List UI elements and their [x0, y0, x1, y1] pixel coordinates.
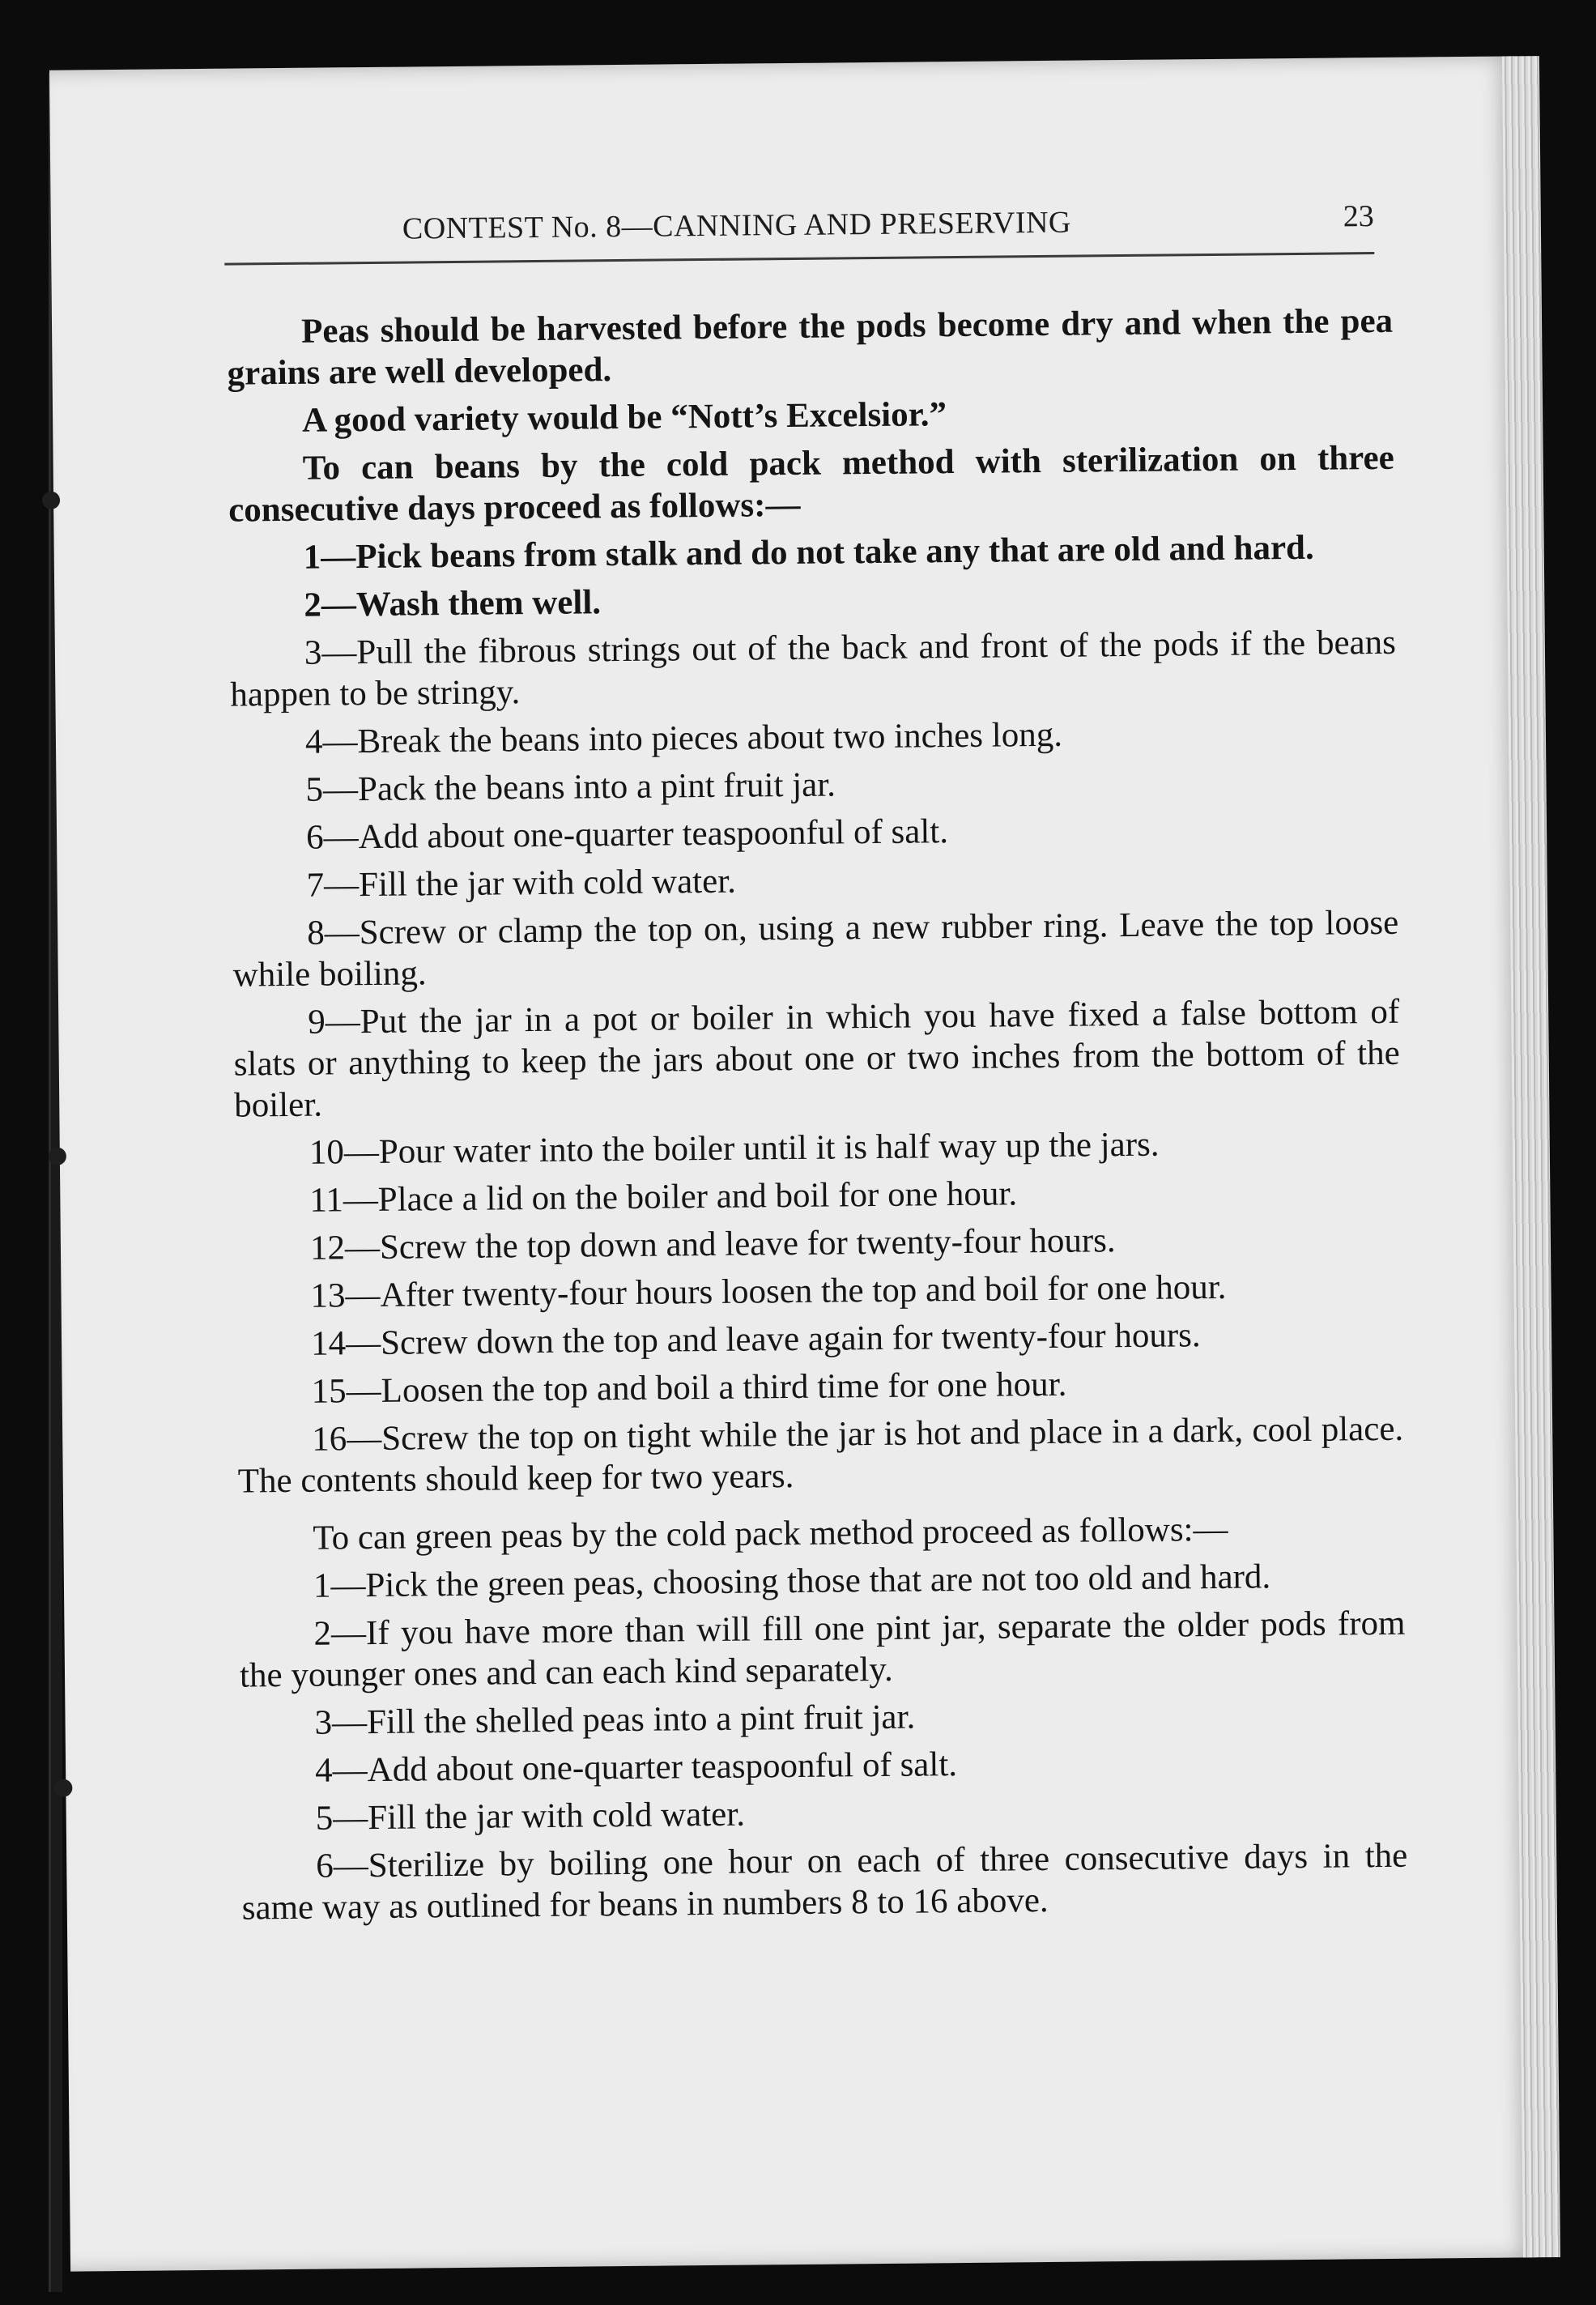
list-item: 16—Screw the top on tight while the jar is hot and place in a dark, cool place. The contents should keep for two years.: [237, 1409, 1404, 1501]
page-stack-edge: [1502, 56, 1560, 2257]
list-item: 6—Add about one-quarter teaspoonful of salt.: [305, 812, 949, 857]
list-item: 15—Loosen the top and boil a third time for one hour.: [311, 1365, 1067, 1411]
list-item: 1—Pick the green peas, choosing those that are not too old and hard.: [313, 1557, 1271, 1605]
paragraph: Peas should be harvested before the pods become dry and when the pea grains are well developed.: [227, 301, 1394, 393]
list-item: 9—Put the jar in a pot or boiler in which you have fixed a false bottom of slats or anything to keep the jars about one or two inches from the bottom of the boiler.: [233, 992, 1400, 1125]
list-item: 4—Add about one-quarter teaspoonful of salt.: [314, 1745, 958, 1790]
list-item: 2—If you have more than will fill one pint jar, separate the older pods from the younger ones and can each kind separately.: [239, 1604, 1406, 1695]
page-body: [227, 300, 1408, 1936]
binding-marks: [49, 56, 1515, 70]
list-item: 3—Pull the fibrous strings out of the back and front of the pods if the beans happen to be stringy.: [230, 623, 1397, 714]
running-header: [224, 195, 1375, 266]
list-item: 7—Fill the jar with cold water.: [306, 862, 737, 905]
page-number: 23: [1343, 199, 1375, 234]
list-item: 5—Fill the jar with cold water.: [315, 1795, 746, 1838]
running-title: CONTEST No. 8—CANNING AND PRESERVING: [402, 205, 1072, 246]
list-item: 14—Screw down the top and leave again for twenty-four hours.: [310, 1316, 1201, 1363]
list-item: 11—Place a lid on the boiler and boil for one hour.: [309, 1174, 1018, 1220]
list-item: 5—Pack the beans into a pint fruit jar.: [305, 765, 836, 809]
paragraph: A good variety would be “Nott’s Excelsior.”: [301, 395, 947, 440]
list-item: 8—Screw or clamp the top on, using a new rubber ring. Leave the top loose while boiling.: [232, 903, 1399, 995]
list-item: 4—Break the beans into pieces about two inches long.: [304, 715, 1063, 761]
list-item: 3—Fill the shelled peas into a pint fruit jar.: [314, 1698, 916, 1742]
list-item: 2—Wash them well.: [304, 583, 602, 624]
book-page: [49, 56, 1536, 2271]
list-item: 1—Pick beans from stalk and do not take any that are old and hard.: [303, 528, 1314, 577]
list-item: 12—Screw the top down and leave for twenty-four hours.: [309, 1221, 1116, 1268]
list-item: 13—After twenty-four hours loosen the top and boil for one hour.: [310, 1268, 1227, 1315]
list-item: 6—Sterilize by boiling one hour on each of three consecutive days in the same way as outlined for beans in numbers 8 to 16 above.: [241, 1836, 1408, 1928]
paragraph: To can beans by the cold pack method with sterilization on three consecutive days proceed as follows:—: [228, 438, 1394, 530]
list-item: 10—Pour water into the boiler until it is half way up the jars.: [309, 1125, 1160, 1172]
paragraph: To can green peas by the cold pack method proceed as follows:—: [313, 1510, 1228, 1557]
